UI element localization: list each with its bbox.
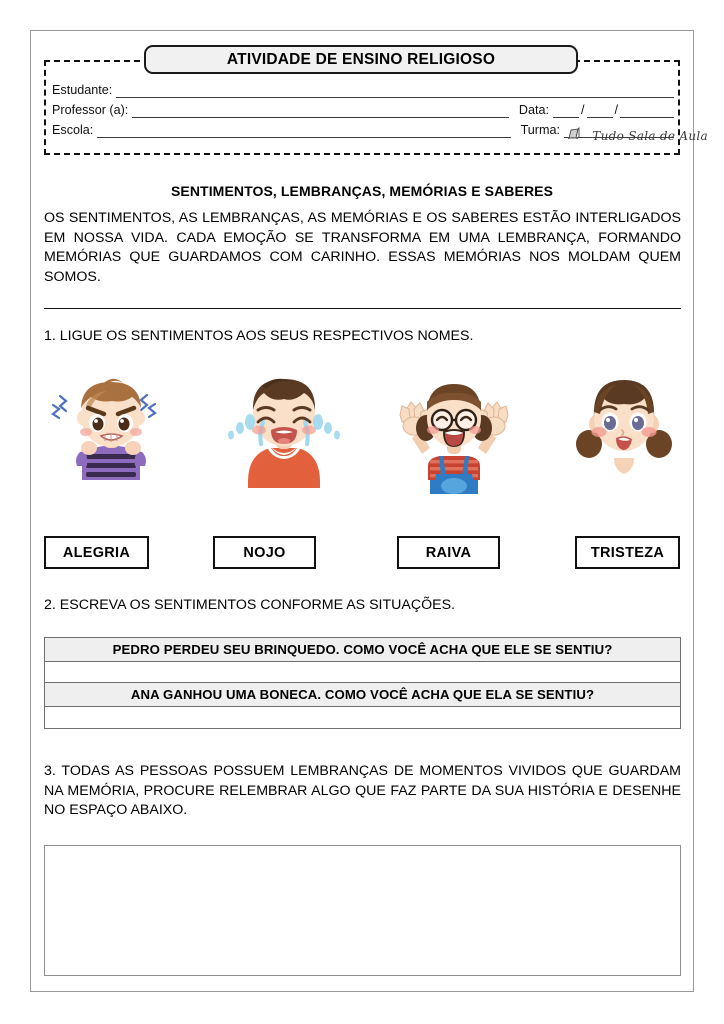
date-month-input[interactable] [587,104,613,118]
section-title: SENTIMENTOS, LEMBRANÇAS, MEMÓRIAS E SABERES [170,183,554,199]
school-label: Escola: [52,123,94,137]
open-book-icon [567,126,589,145]
question2-table [44,637,681,729]
word-box-raiva[interactable] [397,536,500,569]
word-box-alegria[interactable] [44,536,149,569]
teacher-label: Professor (a): [52,103,129,117]
date-separator-1: / [581,103,585,117]
word-box-nojo[interactable] [213,536,316,569]
student-field-row [52,78,674,98]
section-divider [44,308,681,309]
date-label: Data: [518,103,549,117]
brand-logo [567,126,708,145]
question3-prompt: 3. TODAS AS PESSOAS POSSUEM LEMBRANÇAS DE MOMENTOS VIVIDOS QUE GUARDAM NA MEMÓRIA, PROCURE RELEMBRAR ALGO QUE FAZ PARTE DA SUA HISTÓRIA E DESENHE NO ESPAÇO ABAIXO. [44,763,681,818]
question2-situation-1 [45,638,680,662]
worksheet-title-pill [144,45,578,74]
teacher-input[interactable] [132,104,509,118]
student-input[interactable] [116,84,674,98]
angry-boy-illustration [44,362,184,507]
date-day-input[interactable] [553,104,579,118]
school-input[interactable] [97,124,510,138]
crying-boy-illustration [214,362,354,507]
date-year-input[interactable] [620,104,674,118]
question2-situation-2 [45,683,680,707]
teacher-field-row [52,98,674,118]
question2-answer-1[interactable] [45,662,680,683]
date-separator-2: / [614,103,618,117]
word-box-label: TRISTEZA [590,544,665,561]
intro-paragraph: OS SENTIMENTOS, AS LEMBRANÇAS, AS MEMÓRIAS E OS SABERES ESTÃO INTERLIGADOS EM NOSSA VIDA. CADA EMOÇÃO SE TRANSFORMA EM UMA LEMBRANÇA, FORMANDO MEMÓRIAS QUE GUARDAMOS COM CARINHO. ESSAS MEMÓRIAS NOS MOLDAM QUEM SOMOS. [44,210,681,285]
question2-prompt: 2. ESCREVA OS SENTIMENTOS CONFORME AS SITUAÇÕES. [44,597,455,613]
worksheet-title: ATIVIDADE DE ENSINO RELIGIOSO [226,50,496,68]
situation-text: PEDRO PERDEU SEU BRINQUEDO. COMO VOCÊ ACHA QUE ELE SE SENTIU? [112,642,613,657]
word-box-label: NOJO [243,544,286,561]
happy-girl-illustration [384,362,524,507]
student-label: Estudante: [52,83,113,97]
class-label: Turma: [520,123,560,137]
disgusted-girl-illustration [554,362,694,507]
question1-figure-row [44,362,681,507]
brand-logo-text: Tudo Sala de Aula [592,128,708,143]
question2-answer-2[interactable] [45,707,680,728]
question3-drawing-area[interactable] [44,845,681,976]
question1-prompt: 1. LIGUE OS SENTIMENTOS AOS SEUS RESPECTIVOS NOMES. [44,328,474,344]
word-box-label: ALEGRIA [62,544,131,561]
situation-text: ANA GANHOU UMA BONECA. COMO VOCÊ ACHA QUE ELA SE SENTIU? [130,687,595,702]
word-box-tristeza[interactable] [575,536,680,569]
word-box-label: RAIVA [425,544,472,561]
